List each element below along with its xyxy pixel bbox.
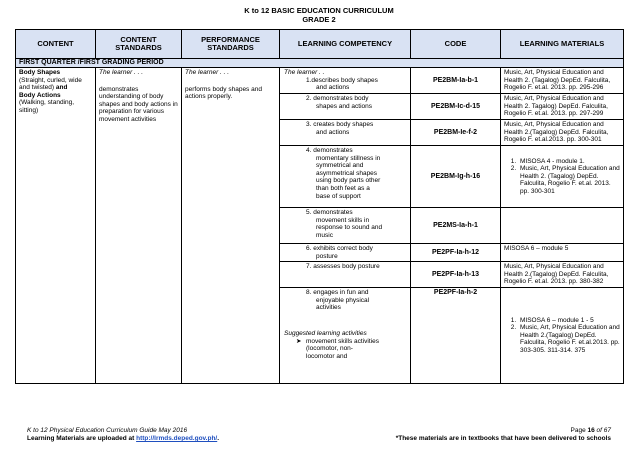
- content-standards-cell: [96, 68, 182, 384]
- competency-cell: [280, 208, 411, 244]
- competency-line: response to sound and: [316, 224, 383, 232]
- competency-line: using body parts other: [316, 177, 381, 185]
- col-header-code: CODE: [411, 30, 501, 59]
- col-header-learning-competency: LEARNING COMPETENCY: [280, 30, 411, 59]
- competency-line: movement skills in: [316, 216, 370, 224]
- content-detail-actions: (Walking, standing, sitting): [19, 99, 75, 114]
- col-header-learning-materials: LEARNING MATERIALS: [501, 30, 624, 59]
- code-cell: PE2BM-Ia-b-1: [411, 68, 501, 94]
- content-standards-text: demonstrates understanding of body shapes and body actions in preparation for various movement activities: [99, 85, 178, 123]
- competency-line: and actions: [316, 128, 350, 136]
- materials-cell: Music, Art, Physical Education and Health 2. (Tagalog) DepEd. Falculita, Rogelio F. et.al. 2013. pp. 295-296: [501, 68, 624, 94]
- competency-line: music: [316, 231, 333, 239]
- competency-line: 3. creates body shapes: [306, 121, 374, 128]
- materials-list-item: 1. MISOSA 4 - module 1.: [518, 158, 620, 166]
- page-suffix: of 67: [594, 427, 611, 434]
- competency-cell: [280, 244, 411, 262]
- suggested-activity-line: locomotor and: [306, 352, 348, 360]
- footer-upload-suffix: .: [217, 435, 220, 442]
- materials-cell: MISOSA 6 – module 5: [501, 244, 624, 262]
- col-header-content: CONTENT: [16, 30, 96, 59]
- code-cell: PE2MS-Ia-h-1: [411, 208, 501, 244]
- footer-upload-prefix: Learning Materials are uploaded at: [27, 435, 137, 442]
- code-cell: PE2BM-Ie-f-2: [411, 120, 501, 146]
- suggested-activity-line: (locomotor, non-: [306, 345, 353, 353]
- competency-line: 4. demonstrates: [306, 147, 353, 154]
- competency-line: 6. exhibits correct body: [306, 245, 373, 252]
- section-heading: FIRST QUARTER /FIRST GRADING PERIOD: [16, 59, 624, 68]
- footer-guide: K to 12 Physical Education Curriculum Guide May 2016: [27, 427, 188, 434]
- lrmds-link[interactable]: http://lrmds.deped.gov.ph/: [136, 435, 218, 442]
- curriculum-title: K to 12 BASIC EDUCATION CURRICULUM: [244, 6, 394, 15]
- competency-line: 5. demonstrates: [306, 209, 353, 216]
- materials-list-item: 2. Music, Art, Physical Education and Health 2. (Tagalog) DepEd. Falculita, Rogelio F. et.al. 2013. pp. 300-301: [518, 165, 620, 195]
- performance-standards-text: performs body shapes and actions properly.: [185, 85, 262, 101]
- competency-line: 7. assesses body posture: [306, 263, 380, 271]
- footer-upload-line: [27, 435, 611, 443]
- content-title-actions: Body Actions: [19, 91, 61, 99]
- competency-line: 2. demonstrates body: [306, 95, 369, 102]
- table-row: [16, 68, 624, 94]
- col-header-content-standards: CONTENT STANDARDS: [96, 30, 182, 59]
- performance-standards-cell: [182, 68, 280, 384]
- curriculum-table: [15, 29, 624, 384]
- code-cell: PE2PF-Ia-h-12: [411, 244, 501, 262]
- competency-line: base of support: [316, 192, 361, 200]
- competency-line: enjoyable physical: [316, 296, 370, 304]
- competency-cell: [280, 288, 411, 384]
- materials-cell: [501, 208, 624, 244]
- materials-list-item: 2. Music, Art, Physical Education and Health 2.(Tagalog) DepEd. Falculita, Rogelio F. et.al.2013. pp. 303-305. 311-314. 375: [518, 324, 620, 354]
- competency-lead: The learner . .: [284, 69, 325, 76]
- materials-cell: Music, Art, Physical Education and Health 2. Tagalog) DepEd. Falculita, Rogelio F. et.al. 2013. pp. 297-299: [501, 94, 624, 120]
- table-header-row: [16, 30, 624, 59]
- code-cell: PE2PF-Ia-h-2: [411, 288, 501, 384]
- competency-line: symmetrical and: [316, 162, 364, 170]
- competency-line: asymmetrical shapes: [316, 169, 378, 177]
- content-cell: [16, 68, 96, 384]
- code-cell: PE2BM-Ic-d-15: [411, 94, 501, 120]
- materials-cell: [501, 288, 624, 384]
- content-detail-shapes: (Straight, curled, wide and twisted): [19, 76, 82, 92]
- suggested-activity-item: [284, 338, 407, 346]
- competency-line: activities: [316, 304, 341, 312]
- suggested-activities-title: Suggested learning activities: [284, 329, 367, 337]
- footer-note: *These materials are in textbooks that have been delivered to schools: [395, 435, 611, 442]
- grade-title: GRADE 2: [302, 15, 336, 24]
- competency-line: shapes and actions: [316, 102, 373, 110]
- content-title-shapes: Body Shapes: [19, 69, 61, 76]
- page-num: 16: [587, 427, 595, 434]
- competency-line: 8. engages in fun and: [306, 289, 369, 297]
- competency-cell: [280, 146, 411, 208]
- footer-guide-line: [27, 427, 611, 435]
- code-cell: PE2BM-Ig-h-16: [411, 146, 501, 208]
- col-header-performance-standards: PERFORMANCE STANDARDS: [182, 30, 280, 59]
- competency-cell: [280, 120, 411, 146]
- code-cell: PE2PF-Ia-h-13: [411, 262, 501, 288]
- materials-cell: Music, Art, Physical Education and Health 2.(Tagalog) DepEd. Falculita, Rogelio F. et.al.2013. pp. 300-301: [501, 120, 624, 146]
- competency-cell: [280, 68, 411, 94]
- materials-list-item: 1. MISOSA 6 – module 1 - 5: [518, 317, 620, 325]
- competency-line: than both feet as a: [316, 184, 370, 192]
- materials-cell: Music, Art, Physical Education and Health 2.(Tagalog) DepEd. Falculita, Rogelio F. et.al. 2013. pp. 380-382: [501, 262, 624, 288]
- page-prefix: Page: [570, 427, 588, 434]
- arrow-bullet-icon: ➤: [296, 337, 302, 345]
- competency-cell: [280, 262, 411, 288]
- materials-cell: [501, 146, 624, 208]
- content-standards-lead: The learner . . .: [99, 69, 144, 76]
- performance-standards-lead: The learner . . .: [185, 69, 230, 76]
- competency-line: momentary stillness in: [316, 154, 381, 162]
- competency-line: 1.describes body shapes: [306, 76, 378, 84]
- competency-cell: [280, 94, 411, 120]
- content-and: and: [54, 84, 68, 92]
- competency-line: and actions: [316, 84, 350, 92]
- page-number: [571, 427, 612, 435]
- competency-line: posture: [316, 252, 338, 260]
- suggested-activity-line: movement skills activities: [306, 337, 379, 345]
